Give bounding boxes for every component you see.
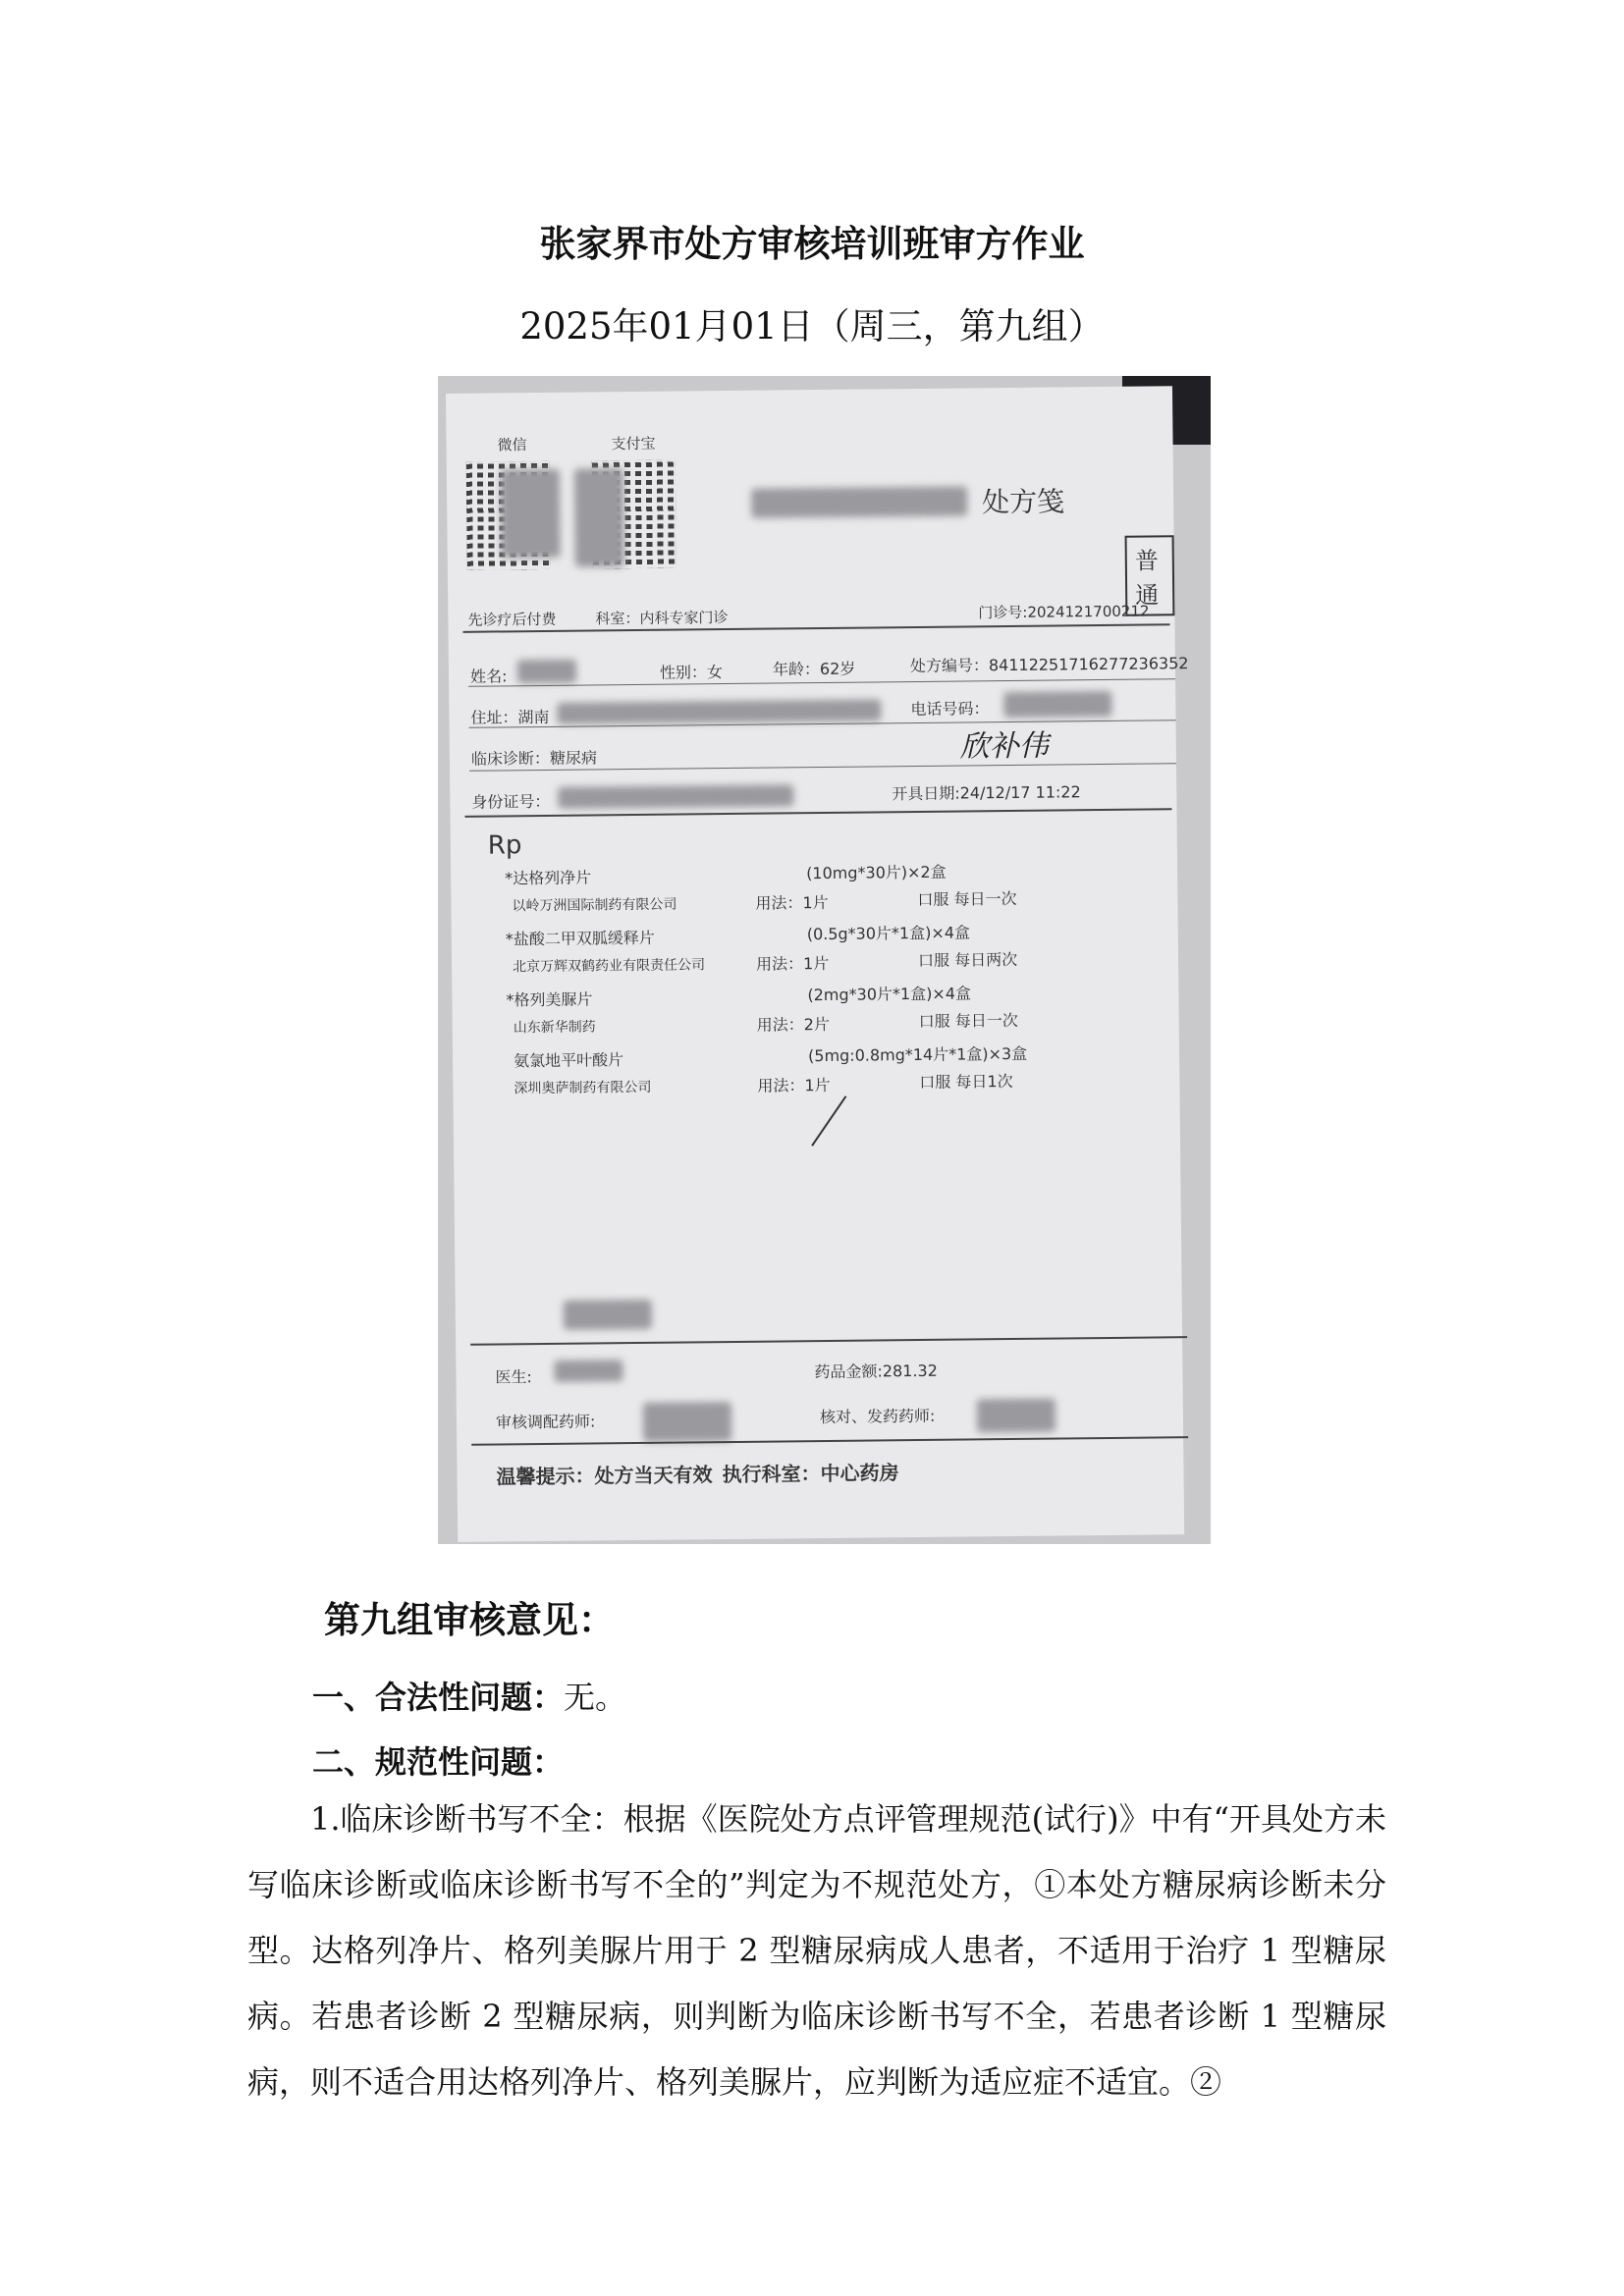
- drug-route: 口服 每日一次: [918, 1010, 1018, 1031]
- document-title: 张家界市处方审核培训班审方作业: [539, 222, 1085, 265]
- prescription-title: 处方笺: [982, 485, 1065, 519]
- checker-label: 核对、发药药师:: [819, 1406, 936, 1427]
- drug-name: *盐酸二甲双胍缓释片: [505, 928, 655, 949]
- legality-label: 一、合法性问题：: [312, 1679, 565, 1716]
- legality-item: [312, 1673, 626, 1718]
- drug-route: 口服 每日一次: [917, 888, 1017, 909]
- address: 住址：湖南: [470, 707, 550, 727]
- qr-blur: [501, 469, 561, 559]
- divider: [470, 1336, 1187, 1346]
- drug-name: *达格列净片: [505, 868, 592, 888]
- clinic-number: 门诊号:2024121700212: [978, 602, 1150, 622]
- divider: [465, 808, 1172, 818]
- prescription-paper: [446, 386, 1189, 1542]
- prescription-photo: [438, 376, 1211, 1544]
- type-badge: 普通: [1125, 535, 1175, 616]
- legality-value: 无。: [564, 1679, 627, 1716]
- footer-tip: 温馨提示：处方当天有效: [496, 1463, 713, 1489]
- drug-usage: 用法：2片: [756, 1014, 831, 1035]
- age: 年龄：62岁: [772, 659, 856, 679]
- qr-blur: [574, 468, 624, 567]
- normativity-item: [312, 1737, 564, 1783]
- department: 科室：内科专家门诊: [595, 609, 729, 628]
- hospital-name-blur: [751, 486, 967, 517]
- wechat-label: 微信: [497, 436, 527, 454]
- drug-maker: 以岭万洲国际制药有限公司: [512, 896, 677, 915]
- phone-blur: [1003, 691, 1111, 718]
- document-date: 2025年01月01日（周三，第九组）: [519, 305, 1105, 347]
- divider: [463, 623, 1170, 633]
- drug-route: 口服 每日两次: [917, 949, 1018, 970]
- doctor-label: 医生:: [495, 1367, 532, 1387]
- open-date: 开具日期:24/12/17 11:22: [892, 782, 1081, 804]
- drug-spec: (0.5g*30片*1盒)×4盒: [806, 923, 971, 944]
- name-label: 姓名:: [469, 667, 508, 686]
- drug-name: *格列美脲片: [506, 989, 593, 1010]
- prescription-number: 处方编号：84112251716277236352: [909, 654, 1189, 676]
- drug-maker: 北京万辉双鹤药业有限责任公司: [513, 957, 706, 976]
- rp-symbol: Rp: [487, 830, 522, 861]
- drug-usage: 用法：1片: [755, 892, 829, 913]
- drug-name: 氨氯地平叶酸片: [514, 1050, 624, 1071]
- normativity-label: 二、规范性问题：: [312, 1743, 565, 1781]
- payment-mode: 先诊疗后付费: [467, 610, 557, 629]
- footer-department: 执行科室：中心药房: [722, 1461, 899, 1487]
- drug-usage: 用法：1片: [756, 953, 830, 974]
- phone-label: 电话号码：: [910, 699, 990, 720]
- reviewer-label: 审核调配药师:: [495, 1412, 596, 1432]
- checker-blur: [977, 1399, 1056, 1433]
- id-label: 身份证号：: [471, 791, 551, 812]
- address-blur: [557, 699, 881, 723]
- drug-usage: 用法：1片: [757, 1075, 831, 1095]
- doctor-blur: [554, 1360, 623, 1382]
- alipay-label: 支付宝: [611, 434, 656, 454]
- drug-spec: (2mg*30片*1盒)×4盒: [807, 984, 972, 1005]
- name-blur: [517, 660, 576, 684]
- drug-spec: (10mg*30片)×2盒: [806, 862, 947, 883]
- drug-amount: 药品金额:281.32: [814, 1361, 938, 1382]
- drug-maker: 山东新华制药: [513, 1019, 596, 1037]
- stamp-blur: [564, 1300, 652, 1330]
- review-paragraph: 1.临床诊断书写不全：根据《医院处方点评管理规范(试行)》中有“开具处方未写临床诊断或临床诊断书写不全的”判定为不规范处方，①本处方糖尿病诊断未分型。达格列净片、格列美脲片用于 2 型糖尿病成人患者，不适用于治疗 1 型糖尿病。若患者诊断 2 型糖尿病，则判断为临床诊断书写不全，若患者诊断 1 型糖尿病，则不适合用达格列净片、格列美脲片，应判断为适应症不适宜。②: [247, 1800, 1386, 2101]
- end-slash-mark: [806, 1092, 856, 1151]
- doctor-signature: 欣补伟: [959, 728, 1049, 765]
- divider: [471, 1436, 1188, 1446]
- gender: 性别：女: [659, 663, 724, 682]
- drug-route: 口服 每日1次: [919, 1071, 1013, 1092]
- id-blur: [558, 784, 793, 809]
- reviewer-blur: [643, 1402, 731, 1442]
- clinical-diagnosis: 临床诊断：糖尿病: [470, 748, 598, 769]
- drug-maker: 深圳奥萨制药有限公司: [514, 1079, 652, 1097]
- drug-spec: (5mg:0.8mg*14片*1盒)×3盒: [807, 1043, 1028, 1066]
- review-heading: 第九组审核意见：: [324, 1598, 615, 1641]
